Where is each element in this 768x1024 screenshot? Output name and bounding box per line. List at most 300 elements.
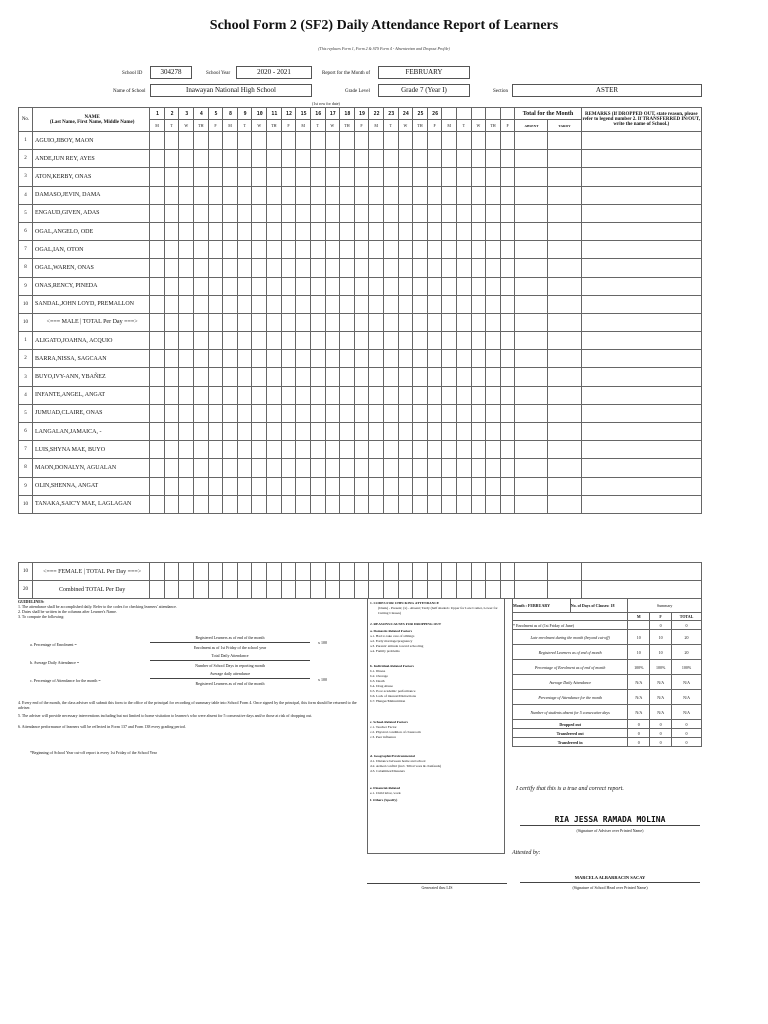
attendance-cell[interactable] <box>281 386 296 404</box>
attendance-cell[interactable] <box>354 581 369 599</box>
attendance-cell[interactable] <box>442 186 457 204</box>
attendance-cell[interactable] <box>281 295 296 313</box>
attendance-cell[interactable] <box>383 132 398 150</box>
attendance-cell[interactable] <box>252 259 267 277</box>
attendance-cell[interactable] <box>325 477 340 495</box>
attendance-cell[interactable] <box>500 332 515 350</box>
attendance-cell[interactable] <box>486 441 501 459</box>
attendance-cell[interactable] <box>427 150 442 168</box>
attendance-cell[interactable] <box>486 581 501 599</box>
attendance-cell[interactable] <box>223 277 238 295</box>
remarks-cell[interactable] <box>581 459 701 477</box>
attendance-cell[interactable] <box>325 386 340 404</box>
attendance-cell[interactable] <box>398 277 413 295</box>
attendance-cell[interactable] <box>237 368 252 386</box>
attendance-cell[interactable] <box>267 477 282 495</box>
attendance-cell[interactable] <box>310 495 325 513</box>
attendance-cell[interactable] <box>179 295 194 313</box>
attendance-cell[interactable] <box>442 495 457 513</box>
attendance-cell[interactable] <box>457 441 472 459</box>
attendance-cell[interactable] <box>164 423 179 441</box>
attendance-cell[interactable] <box>413 563 428 581</box>
attendance-cell[interactable] <box>252 441 267 459</box>
attendance-cell[interactable] <box>340 495 355 513</box>
attendance-cell[interactable] <box>354 150 369 168</box>
attendance-cell[interactable] <box>252 332 267 350</box>
date-cell[interactable]: 22 <box>369 108 384 120</box>
attendance-cell[interactable] <box>267 186 282 204</box>
attendance-cell[interactable] <box>486 241 501 259</box>
attendance-cell[interactable] <box>369 495 384 513</box>
attendance-cell[interactable] <box>208 386 223 404</box>
attendance-cell[interactable] <box>223 441 238 459</box>
absent-cell[interactable] <box>515 350 548 368</box>
attendance-cell[interactable] <box>194 186 209 204</box>
date-cell[interactable] <box>442 108 457 120</box>
attendance-cell[interactable] <box>340 581 355 599</box>
attendance-cell[interactable] <box>369 222 384 240</box>
attendance-cell[interactable] <box>150 241 165 259</box>
attendance-cell[interactable] <box>179 313 194 331</box>
attendance-cell[interactable] <box>500 313 515 331</box>
attendance-cell[interactable] <box>252 368 267 386</box>
attendance-cell[interactable] <box>383 581 398 599</box>
attendance-cell[interactable] <box>340 441 355 459</box>
remarks-cell[interactable] <box>581 168 701 186</box>
attendance-cell[interactable] <box>281 477 296 495</box>
attendance-cell[interactable] <box>340 259 355 277</box>
attendance-cell[interactable] <box>223 259 238 277</box>
attendance-cell[interactable] <box>500 277 515 295</box>
attendance-cell[interactable] <box>340 423 355 441</box>
attendance-cell[interactable] <box>310 132 325 150</box>
attendance-cell[interactable] <box>164 186 179 204</box>
attendance-cell[interactable] <box>296 277 311 295</box>
attendance-cell[interactable] <box>427 259 442 277</box>
attendance-cell[interactable] <box>325 332 340 350</box>
attendance-cell[interactable] <box>267 563 282 581</box>
attendance-cell[interactable] <box>179 259 194 277</box>
attendance-cell[interactable] <box>179 459 194 477</box>
attendance-cell[interactable] <box>296 441 311 459</box>
grade-level-field[interactable]: Grade 7 (Year I) <box>378 84 470 97</box>
attendance-cell[interactable] <box>369 386 384 404</box>
attendance-cell[interactable] <box>398 441 413 459</box>
attendance-cell[interactable] <box>179 204 194 222</box>
attendance-cell[interactable] <box>398 132 413 150</box>
attendance-cell[interactable] <box>369 423 384 441</box>
attendance-cell[interactable] <box>413 259 428 277</box>
tardy-cell[interactable] <box>548 581 581 599</box>
attendance-cell[interactable] <box>413 150 428 168</box>
attendance-cell[interactable] <box>471 277 486 295</box>
attendance-cell[interactable] <box>383 404 398 422</box>
absent-cell[interactable] <box>515 581 548 599</box>
attendance-cell[interactable] <box>427 563 442 581</box>
attendance-cell[interactable] <box>486 277 501 295</box>
attendance-cell[interactable] <box>486 495 501 513</box>
attendance-cell[interactable] <box>325 241 340 259</box>
attendance-cell[interactable] <box>340 563 355 581</box>
attendance-cell[interactable] <box>457 404 472 422</box>
attendance-cell[interactable] <box>237 222 252 240</box>
attendance-cell[interactable] <box>500 204 515 222</box>
attendance-cell[interactable] <box>237 186 252 204</box>
attendance-cell[interactable] <box>208 441 223 459</box>
attendance-cell[interactable] <box>369 441 384 459</box>
attendance-cell[interactable] <box>500 581 515 599</box>
attendance-cell[interactable] <box>500 295 515 313</box>
attendance-cell[interactable] <box>223 222 238 240</box>
attendance-cell[interactable] <box>427 423 442 441</box>
attendance-cell[interactable] <box>296 313 311 331</box>
report-month-field[interactable]: FEBRUARY <box>378 66 470 79</box>
attendance-cell[interactable] <box>486 204 501 222</box>
attendance-cell[interactable] <box>296 386 311 404</box>
attendance-cell[interactable] <box>442 168 457 186</box>
remarks-cell[interactable] <box>581 441 701 459</box>
attendance-cell[interactable] <box>150 477 165 495</box>
attendance-cell[interactable] <box>383 259 398 277</box>
absent-cell[interactable] <box>515 386 548 404</box>
attendance-cell[interactable] <box>325 404 340 422</box>
attendance-cell[interactable] <box>471 241 486 259</box>
attendance-cell[interactable] <box>208 150 223 168</box>
attendance-cell[interactable] <box>369 368 384 386</box>
attendance-cell[interactable] <box>486 563 501 581</box>
attendance-cell[interactable] <box>369 150 384 168</box>
attendance-cell[interactable] <box>471 313 486 331</box>
attendance-cell[interactable] <box>237 386 252 404</box>
attendance-cell[interactable] <box>267 295 282 313</box>
attendance-cell[interactable] <box>194 168 209 186</box>
attendance-cell[interactable] <box>281 332 296 350</box>
attendance-cell[interactable] <box>223 386 238 404</box>
remarks-cell[interactable] <box>581 277 701 295</box>
attendance-cell[interactable] <box>296 132 311 150</box>
attendance-cell[interactable] <box>179 423 194 441</box>
attendance-cell[interactable] <box>383 332 398 350</box>
remarks-cell[interactable] <box>581 204 701 222</box>
attendance-cell[interactable] <box>369 313 384 331</box>
attendance-cell[interactable] <box>383 150 398 168</box>
attendance-cell[interactable] <box>486 404 501 422</box>
tardy-cell[interactable] <box>548 150 581 168</box>
tardy-cell[interactable] <box>548 441 581 459</box>
attendance-cell[interactable] <box>413 132 428 150</box>
date-cell[interactable]: 17 <box>325 108 340 120</box>
attendance-cell[interactable] <box>208 241 223 259</box>
attendance-cell[interactable] <box>194 132 209 150</box>
attendance-cell[interactable] <box>281 150 296 168</box>
attendance-cell[interactable] <box>354 477 369 495</box>
attendance-cell[interactable] <box>369 350 384 368</box>
attendance-cell[interactable] <box>442 423 457 441</box>
attendance-cell[interactable] <box>164 222 179 240</box>
attendance-cell[interactable] <box>194 313 209 331</box>
attendance-cell[interactable] <box>486 168 501 186</box>
attendance-cell[interactable] <box>471 368 486 386</box>
attendance-cell[interactable] <box>442 563 457 581</box>
attendance-cell[interactable] <box>194 581 209 599</box>
attendance-cell[interactable] <box>179 477 194 495</box>
attendance-cell[interactable] <box>486 459 501 477</box>
attendance-cell[interactable] <box>427 368 442 386</box>
attendance-cell[interactable] <box>383 295 398 313</box>
attendance-cell[interactable] <box>164 150 179 168</box>
attendance-cell[interactable] <box>267 581 282 599</box>
attendance-cell[interactable] <box>354 313 369 331</box>
attendance-cell[interactable] <box>208 186 223 204</box>
attendance-cell[interactable] <box>413 295 428 313</box>
attendance-cell[interactable] <box>267 459 282 477</box>
attendance-cell[interactable] <box>398 459 413 477</box>
attendance-cell[interactable] <box>208 404 223 422</box>
attendance-cell[interactable] <box>296 241 311 259</box>
attendance-cell[interactable] <box>310 241 325 259</box>
attendance-cell[interactable] <box>164 313 179 331</box>
attendance-cell[interactable] <box>208 495 223 513</box>
tardy-cell[interactable] <box>548 423 581 441</box>
attendance-cell[interactable] <box>413 423 428 441</box>
attendance-cell[interactable] <box>237 132 252 150</box>
attendance-cell[interactable] <box>383 350 398 368</box>
attendance-cell[interactable] <box>252 277 267 295</box>
attendance-cell[interactable] <box>150 313 165 331</box>
attendance-cell[interactable] <box>310 168 325 186</box>
attendance-cell[interactable] <box>223 241 238 259</box>
attendance-cell[interactable] <box>237 350 252 368</box>
attendance-cell[interactable] <box>179 186 194 204</box>
attendance-cell[interactable] <box>296 404 311 422</box>
attendance-cell[interactable] <box>369 168 384 186</box>
attendance-cell[interactable] <box>164 581 179 599</box>
attendance-cell[interactable] <box>340 368 355 386</box>
attendance-cell[interactable] <box>354 563 369 581</box>
absent-cell[interactable] <box>515 295 548 313</box>
attendance-cell[interactable] <box>325 204 340 222</box>
attendance-cell[interactable] <box>164 332 179 350</box>
attendance-cell[interactable] <box>398 186 413 204</box>
attendance-cell[interactable] <box>179 150 194 168</box>
attendance-cell[interactable] <box>164 204 179 222</box>
absent-cell[interactable] <box>515 241 548 259</box>
attendance-cell[interactable] <box>383 477 398 495</box>
attendance-cell[interactable] <box>325 368 340 386</box>
attendance-cell[interactable] <box>194 222 209 240</box>
attendance-cell[interactable] <box>223 313 238 331</box>
date-cell[interactable]: 26 <box>427 108 442 120</box>
attendance-cell[interactable] <box>267 404 282 422</box>
attendance-cell[interactable] <box>457 313 472 331</box>
date-cell[interactable]: 24 <box>398 108 413 120</box>
attendance-cell[interactable] <box>471 404 486 422</box>
attendance-cell[interactable] <box>500 150 515 168</box>
attendance-cell[interactable] <box>208 168 223 186</box>
date-cell[interactable]: 10 <box>252 108 267 120</box>
attendance-cell[interactable] <box>427 332 442 350</box>
attendance-cell[interactable] <box>325 222 340 240</box>
attendance-cell[interactable] <box>267 495 282 513</box>
date-cell[interactable] <box>457 108 472 120</box>
attendance-cell[interactable] <box>237 241 252 259</box>
remarks-cell[interactable] <box>581 313 701 331</box>
attendance-cell[interactable] <box>500 495 515 513</box>
attendance-cell[interactable] <box>354 132 369 150</box>
attendance-cell[interactable] <box>398 581 413 599</box>
attendance-cell[interactable] <box>413 368 428 386</box>
attendance-cell[interactable] <box>354 222 369 240</box>
tardy-cell[interactable] <box>548 459 581 477</box>
attendance-cell[interactable] <box>325 150 340 168</box>
remarks-cell[interactable] <box>581 368 701 386</box>
attendance-cell[interactable] <box>296 186 311 204</box>
attendance-cell[interactable] <box>194 423 209 441</box>
attendance-cell[interactable] <box>369 259 384 277</box>
attendance-cell[interactable] <box>281 404 296 422</box>
attendance-cell[interactable] <box>281 204 296 222</box>
tardy-cell[interactable] <box>548 332 581 350</box>
attendance-cell[interactable] <box>413 277 428 295</box>
attendance-cell[interactable] <box>427 277 442 295</box>
attendance-cell[interactable] <box>354 241 369 259</box>
attendance-cell[interactable] <box>252 581 267 599</box>
attendance-cell[interactable] <box>208 477 223 495</box>
attendance-cell[interactable] <box>150 277 165 295</box>
attendance-cell[interactable] <box>369 132 384 150</box>
attendance-cell[interactable] <box>223 563 238 581</box>
attendance-cell[interactable] <box>427 495 442 513</box>
attendance-cell[interactable] <box>310 477 325 495</box>
attendance-cell[interactable] <box>500 350 515 368</box>
attendance-cell[interactable] <box>398 332 413 350</box>
absent-cell[interactable] <box>515 204 548 222</box>
attendance-cell[interactable] <box>398 404 413 422</box>
attendance-cell[interactable] <box>427 459 442 477</box>
attendance-cell[interactable] <box>500 404 515 422</box>
attendance-cell[interactable] <box>383 386 398 404</box>
absent-cell[interactable] <box>515 368 548 386</box>
attendance-cell[interactable] <box>340 204 355 222</box>
attendance-cell[interactable] <box>369 204 384 222</box>
attendance-cell[interactable] <box>471 441 486 459</box>
attendance-cell[interactable] <box>442 277 457 295</box>
attendance-cell[interactable] <box>354 295 369 313</box>
attendance-cell[interactable] <box>471 150 486 168</box>
attendance-cell[interactable] <box>267 368 282 386</box>
attendance-cell[interactable] <box>340 477 355 495</box>
attendance-cell[interactable] <box>237 332 252 350</box>
attendance-cell[interactable] <box>500 368 515 386</box>
attendance-cell[interactable] <box>296 477 311 495</box>
attendance-cell[interactable] <box>413 441 428 459</box>
attendance-cell[interactable] <box>457 477 472 495</box>
attendance-cell[interactable] <box>500 259 515 277</box>
attendance-cell[interactable] <box>194 563 209 581</box>
absent-cell[interactable] <box>515 222 548 240</box>
attendance-cell[interactable] <box>237 477 252 495</box>
attendance-cell[interactable] <box>457 222 472 240</box>
attendance-cell[interactable] <box>310 332 325 350</box>
absent-cell[interactable] <box>515 132 548 150</box>
absent-cell[interactable] <box>515 150 548 168</box>
attendance-cell[interactable] <box>237 204 252 222</box>
attendance-cell[interactable] <box>398 241 413 259</box>
attendance-cell[interactable] <box>427 441 442 459</box>
attendance-cell[interactable] <box>427 477 442 495</box>
attendance-cell[interactable] <box>500 477 515 495</box>
attendance-cell[interactable] <box>369 563 384 581</box>
tardy-cell[interactable] <box>548 386 581 404</box>
tardy-cell[interactable] <box>548 477 581 495</box>
attendance-cell[interactable] <box>252 186 267 204</box>
attendance-cell[interactable] <box>500 563 515 581</box>
attendance-cell[interactable] <box>442 150 457 168</box>
attendance-cell[interactable] <box>369 277 384 295</box>
attendance-cell[interactable] <box>398 477 413 495</box>
attendance-cell[interactable] <box>442 313 457 331</box>
attendance-cell[interactable] <box>150 168 165 186</box>
tardy-cell[interactable] <box>548 404 581 422</box>
date-cell[interactable]: 12 <box>281 108 296 120</box>
attendance-cell[interactable] <box>223 404 238 422</box>
attendance-cell[interactable] <box>457 386 472 404</box>
attendance-cell[interactable] <box>310 459 325 477</box>
date-cell[interactable]: 11 <box>267 108 282 120</box>
attendance-cell[interactable] <box>208 132 223 150</box>
attendance-cell[interactable] <box>354 423 369 441</box>
attendance-cell[interactable] <box>383 186 398 204</box>
attendance-cell[interactable] <box>208 459 223 477</box>
attendance-cell[interactable] <box>471 222 486 240</box>
attendance-cell[interactable] <box>340 332 355 350</box>
attendance-cell[interactable] <box>471 423 486 441</box>
attendance-cell[interactable] <box>471 186 486 204</box>
absent-cell[interactable] <box>515 186 548 204</box>
attendance-cell[interactable] <box>457 332 472 350</box>
attendance-cell[interactable] <box>325 277 340 295</box>
attendance-cell[interactable] <box>252 222 267 240</box>
attendance-cell[interactable] <box>208 368 223 386</box>
attendance-cell[interactable] <box>208 581 223 599</box>
attendance-cell[interactable] <box>281 132 296 150</box>
attendance-cell[interactable] <box>208 204 223 222</box>
attendance-cell[interactable] <box>150 295 165 313</box>
attendance-cell[interactable] <box>194 204 209 222</box>
attendance-cell[interactable] <box>252 313 267 331</box>
attendance-cell[interactable] <box>354 332 369 350</box>
attendance-cell[interactable] <box>164 168 179 186</box>
attendance-cell[interactable] <box>500 459 515 477</box>
absent-cell[interactable] <box>515 477 548 495</box>
attendance-cell[interactable] <box>310 581 325 599</box>
attendance-cell[interactable] <box>150 441 165 459</box>
attendance-cell[interactable] <box>179 386 194 404</box>
absent-cell[interactable] <box>515 441 548 459</box>
attendance-cell[interactable] <box>500 386 515 404</box>
attendance-cell[interactable] <box>383 313 398 331</box>
remarks-cell[interactable] <box>581 386 701 404</box>
attendance-cell[interactable] <box>208 332 223 350</box>
section-field[interactable]: ASTER <box>512 84 702 97</box>
date-cell[interactable]: 18 <box>340 108 355 120</box>
attendance-cell[interactable] <box>442 459 457 477</box>
attendance-cell[interactable] <box>486 222 501 240</box>
attendance-cell[interactable] <box>369 459 384 477</box>
attendance-cell[interactable] <box>237 295 252 313</box>
attendance-cell[interactable] <box>413 241 428 259</box>
attendance-cell[interactable] <box>150 350 165 368</box>
